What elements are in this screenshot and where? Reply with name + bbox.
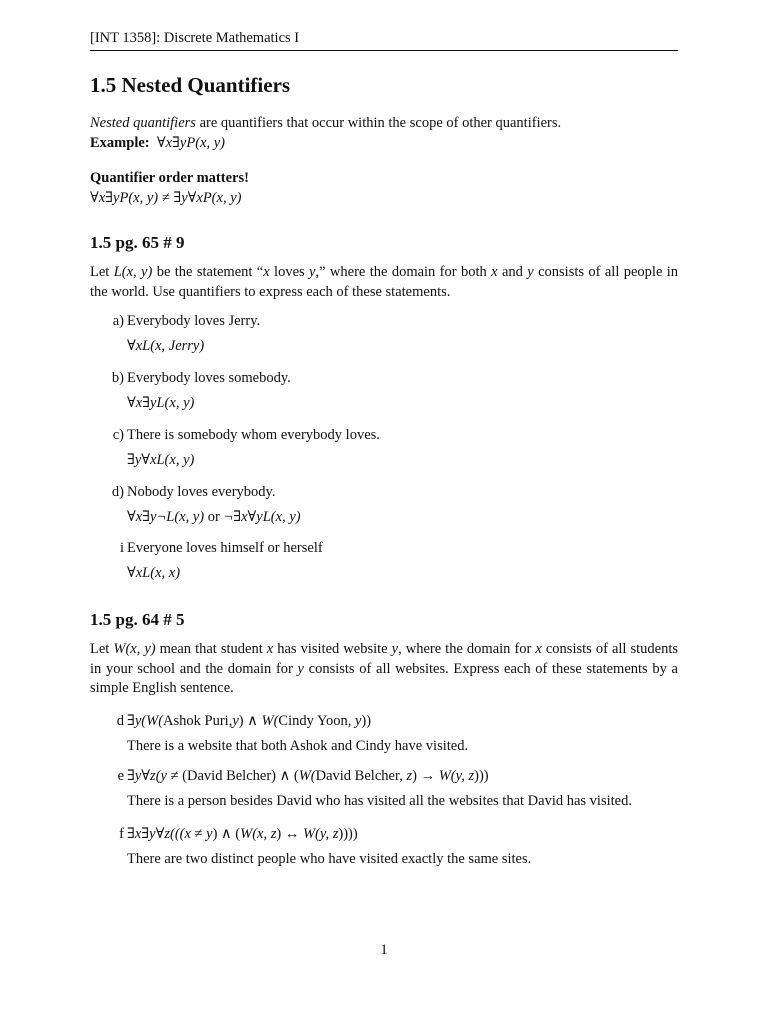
problem1-intro [90, 263, 678, 302]
problem1-title: 1.5 pg. 65 # 9 [90, 233, 185, 252]
math-run: x [263, 264, 270, 280]
intro-term: Nested quantifiers [90, 115, 196, 131]
item-marker: i [119, 540, 124, 556]
math-run: z [406, 768, 413, 784]
math-run: ∃y∀z(y [127, 768, 167, 784]
text-run: David Belcher [187, 768, 272, 784]
item-marker: d [116, 713, 124, 729]
intro-paragraph [90, 114, 678, 153]
item-marker: b) [111, 370, 124, 386]
item-formula [127, 768, 489, 785]
math-run: y [206, 826, 213, 842]
math-run: ∃x∃y∀z(((x [127, 826, 191, 842]
text-run: Let [90, 264, 114, 280]
item-statement: There is somebody whom everybody loves. [127, 427, 380, 443]
item-marker: f [119, 826, 124, 842]
math-run: x [535, 641, 542, 657]
text-run: Let [90, 641, 114, 657]
item-formula [127, 713, 371, 730]
answer-formula: ∀xL(x, Jerry) [127, 338, 205, 354]
item-answer [127, 565, 180, 582]
text-run: and [497, 264, 528, 280]
item-answer [127, 338, 204, 355]
intro-rest: are quantifiers that occur within the scope of other quantifiers. [195, 115, 562, 131]
answer-alt-formula: ¬∃x∀yL(x, y) [223, 509, 301, 525]
math-run: y [391, 641, 399, 657]
text-run: )) [361, 713, 372, 729]
item-formula [127, 826, 358, 843]
text-run: ) ∧ ( [271, 768, 299, 784]
section-title: 1.5 Nested Quantifiers [90, 73, 291, 97]
math-run: W( [261, 713, 279, 729]
math-run: W(y, z [438, 768, 475, 784]
math-run: y [297, 660, 304, 677]
item-marker: e [117, 768, 124, 784]
item-statement: Everybody loves somebody. [127, 370, 291, 386]
order-formula: ∀x∃yP(x, y) ≠ ∃y∀xP(x, y) [90, 189, 242, 206]
math-run: y [309, 264, 316, 280]
text-run: consists of all websites. Express each of these statements by a simple English sentence. [90, 660, 678, 696]
math-run: y [527, 264, 534, 280]
item-answer [127, 395, 194, 412]
answer-formula: ∃y∀xL(x, y) [127, 452, 195, 468]
item-statement: Nobody loves everybody. [127, 484, 276, 500]
math-run: W(y, z [302, 826, 339, 842]
text-run: consists of all students in your school and the domain for [90, 641, 678, 677]
answer-formula: ∀xL(x, x) [127, 565, 181, 581]
example-formula: ∀x∃yP(x, y) [156, 134, 225, 151]
text-run: ) ∧ ( [212, 826, 241, 842]
item-statement: Everyone loves himself or herself [127, 540, 323, 556]
text-run: ≠ [190, 826, 207, 842]
item-marker: c) [112, 427, 124, 443]
item-sentence: There is a person besides David who has visited all the websites that David has visited. [127, 793, 632, 809]
answer-formula: ∀x∃yL(x, y) [127, 395, 195, 411]
text-run: mean that student [155, 641, 267, 657]
text-run: ) → [412, 768, 439, 784]
text-run: Ashok Puri, [163, 713, 233, 729]
text-run: Cindy Yoon, [278, 713, 355, 729]
math-run: x [491, 264, 498, 280]
text-run: ) ↔ [276, 826, 303, 842]
answer-or: or [204, 509, 224, 525]
item-sentence: There is a website that both Ashok and Cindy have visited. [127, 738, 469, 754]
math-run: W( [298, 768, 316, 784]
text-run: )))) [338, 826, 358, 842]
example-label: Example: [90, 134, 150, 151]
text-run: David Belcher, [315, 768, 407, 784]
math-run: y [232, 713, 239, 729]
text-run: be the statement “ [152, 264, 264, 280]
running-header: [INT 1358]: Discrete Mathematics I [90, 30, 678, 51]
math-run: x [266, 641, 274, 657]
answer-formula: ∀x∃y¬L(x, y) [127, 509, 205, 525]
math-run: W(x, z [240, 826, 277, 842]
text-run: ≠ ( [166, 768, 188, 784]
order-paragraph [90, 169, 678, 208]
text-run: ,” where the domain for both [315, 264, 492, 280]
text-run: loves [269, 264, 310, 280]
item-marker: d) [111, 484, 124, 500]
item-answer [127, 509, 301, 526]
math-run: W(x, y) [113, 641, 156, 657]
problem2-intro [90, 640, 678, 699]
text-run: consists of all people in the world. Use quantifiers to express each of these statements. [90, 264, 679, 300]
text-run: , where the domain for [398, 641, 536, 657]
text-run: ))) [474, 768, 489, 784]
math-run: y [354, 713, 362, 729]
math-run: ∃y(W( [127, 713, 164, 729]
page-number: 1 [380, 942, 388, 958]
item-marker: a) [112, 313, 124, 329]
item-sentence: There are two distinct people who have visited exactly the same sites. [127, 851, 532, 867]
math-run: L(x, y) [113, 264, 153, 280]
order-label: Quantifier order matters! [90, 170, 249, 186]
text-run: ) ∧ [238, 713, 262, 729]
text-run: has visited website [273, 641, 392, 657]
problem2-title: 1.5 pg. 64 # 5 [90, 610, 185, 629]
item-statement: Everybody loves Jerry. [127, 313, 261, 329]
item-answer [127, 452, 194, 469]
